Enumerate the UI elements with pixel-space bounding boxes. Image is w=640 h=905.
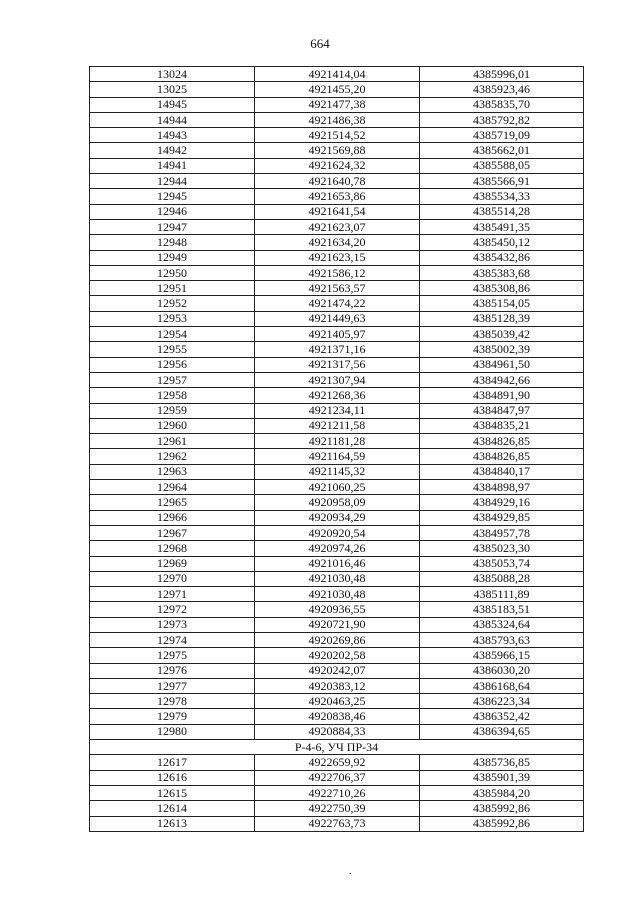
y-coordinate-cell: 4385308,86 <box>420 281 584 296</box>
table-row <box>90 235 584 250</box>
y-coordinate-cell: 4385792,82 <box>420 112 584 127</box>
section-header-row <box>90 740 584 755</box>
y-coordinate-cell: 4385039,42 <box>420 327 584 342</box>
point-number-cell: 12948 <box>90 235 255 250</box>
x-coordinate-cell: 4921623,07 <box>255 219 420 234</box>
table-row <box>90 311 584 326</box>
point-number-cell: 12978 <box>90 694 255 709</box>
point-number-cell: 12969 <box>90 556 255 571</box>
x-coordinate-cell: 4921653,86 <box>255 189 420 204</box>
x-coordinate-cell: 4921234,11 <box>255 403 420 418</box>
table-row <box>90 67 584 82</box>
table-row <box>90 174 584 189</box>
x-coordinate-cell: 4920934,29 <box>255 510 420 525</box>
y-coordinate-cell: 4385984,20 <box>420 785 584 800</box>
point-number-cell: 12965 <box>90 495 255 510</box>
table-row <box>90 694 584 709</box>
coordinates-table <box>89 66 584 832</box>
point-number-cell: 12961 <box>90 434 255 449</box>
table-row <box>90 785 584 800</box>
y-coordinate-cell: 4385128,39 <box>420 311 584 326</box>
x-coordinate-cell: 4921623,15 <box>255 250 420 265</box>
y-coordinate-cell: 4384826,85 <box>420 434 584 449</box>
y-coordinate-cell: 4384840,17 <box>420 464 584 479</box>
point-number-cell: 12614 <box>90 801 255 816</box>
point-number-cell: 12945 <box>90 189 255 204</box>
x-coordinate-cell: 4920202,58 <box>255 648 420 663</box>
y-coordinate-cell: 4384929,16 <box>420 495 584 510</box>
point-number-cell: 12954 <box>90 327 255 342</box>
y-coordinate-cell: 4385111,89 <box>420 587 584 602</box>
x-coordinate-cell: 4920920,54 <box>255 525 420 540</box>
table-row <box>90 556 584 571</box>
point-number-cell: 12976 <box>90 663 255 678</box>
point-number-cell: 12617 <box>90 755 255 770</box>
table-row <box>90 464 584 479</box>
y-coordinate-cell: 4385023,30 <box>420 541 584 556</box>
table-row <box>90 97 584 112</box>
x-coordinate-cell: 4921164,59 <box>255 449 420 464</box>
y-coordinate-cell: 4386030,20 <box>420 663 584 678</box>
y-coordinate-cell: 4385088,28 <box>420 571 584 586</box>
table-row <box>90 82 584 97</box>
point-number-cell: 14941 <box>90 158 255 173</box>
table-row <box>90 327 584 342</box>
x-coordinate-cell: 4921181,28 <box>255 434 420 449</box>
x-coordinate-cell: 4921474,22 <box>255 296 420 311</box>
y-coordinate-cell: 4385514,28 <box>420 204 584 219</box>
x-coordinate-cell: 4920958,09 <box>255 495 420 510</box>
y-coordinate-cell: 4385324,64 <box>420 617 584 632</box>
table-row <box>90 158 584 173</box>
table-row <box>90 449 584 464</box>
x-coordinate-cell: 4921371,16 <box>255 342 420 357</box>
point-number-cell: 12971 <box>90 587 255 602</box>
y-coordinate-cell: 4384929,85 <box>420 510 584 525</box>
section-label: Р-4-6, УЧ ПР-34 <box>90 740 584 755</box>
y-coordinate-cell: 4385966,15 <box>420 648 584 663</box>
y-coordinate-cell: 4385719,09 <box>420 128 584 143</box>
y-coordinate-cell: 4385736,85 <box>420 755 584 770</box>
table-row <box>90 510 584 525</box>
x-coordinate-cell: 4920721,90 <box>255 617 420 632</box>
point-number-cell: 12975 <box>90 648 255 663</box>
y-coordinate-cell: 4385491,35 <box>420 219 584 234</box>
point-number-cell: 12968 <box>90 541 255 556</box>
point-number-cell: 12947 <box>90 219 255 234</box>
x-coordinate-cell: 4921211,58 <box>255 418 420 433</box>
table-row <box>90 296 584 311</box>
y-coordinate-cell: 4386394,65 <box>420 724 584 739</box>
table-row <box>90 250 584 265</box>
point-number-cell: 12980 <box>90 724 255 739</box>
point-number-cell: 12973 <box>90 617 255 632</box>
point-number-cell: 12949 <box>90 250 255 265</box>
table-row <box>90 219 584 234</box>
table-row <box>90 663 584 678</box>
y-coordinate-cell: 4385383,68 <box>420 265 584 280</box>
x-coordinate-cell: 4920884,33 <box>255 724 420 739</box>
x-coordinate-cell: 4922763,73 <box>255 816 420 831</box>
x-coordinate-cell: 4921641,54 <box>255 204 420 219</box>
x-coordinate-cell: 4920974,26 <box>255 541 420 556</box>
table-row <box>90 418 584 433</box>
y-coordinate-cell: 4384942,66 <box>420 372 584 387</box>
point-number-cell: 12974 <box>90 632 255 647</box>
y-coordinate-cell: 4385662,01 <box>420 143 584 158</box>
y-coordinate-cell: 4384891,90 <box>420 388 584 403</box>
x-coordinate-cell: 4921477,38 <box>255 97 420 112</box>
table-row <box>90 143 584 158</box>
x-coordinate-cell: 4922706,37 <box>255 770 420 785</box>
point-number-cell: 12972 <box>90 602 255 617</box>
table-row <box>90 587 584 602</box>
x-coordinate-cell: 4921268,36 <box>255 388 420 403</box>
y-coordinate-cell: 4385992,86 <box>420 816 584 831</box>
y-coordinate-cell: 4385450,12 <box>420 235 584 250</box>
x-coordinate-cell: 4920463,25 <box>255 694 420 709</box>
y-coordinate-cell: 4385183,51 <box>420 602 584 617</box>
y-coordinate-cell: 4384898,97 <box>420 480 584 495</box>
point-number-cell: 12956 <box>90 357 255 372</box>
y-coordinate-cell: 4384957,78 <box>420 525 584 540</box>
x-coordinate-cell: 4921449,63 <box>255 311 420 326</box>
table-row <box>90 648 584 663</box>
point-number-cell: 12955 <box>90 342 255 357</box>
table-row <box>90 480 584 495</box>
table-row <box>90 189 584 204</box>
x-coordinate-cell: 4920383,12 <box>255 678 420 693</box>
y-coordinate-cell: 4385002,39 <box>420 342 584 357</box>
y-coordinate-cell: 4384835,21 <box>420 418 584 433</box>
point-number-cell: 12616 <box>90 770 255 785</box>
table-row <box>90 724 584 739</box>
table-row <box>90 602 584 617</box>
table-row <box>90 709 584 724</box>
table-row <box>90 816 584 831</box>
x-coordinate-cell: 4920269,86 <box>255 632 420 647</box>
table-row <box>90 632 584 647</box>
y-coordinate-cell: 4385566,91 <box>420 174 584 189</box>
page-number: 664 <box>310 36 330 51</box>
point-number-cell: 12960 <box>90 418 255 433</box>
table-row <box>90 525 584 540</box>
table-row <box>90 204 584 219</box>
y-coordinate-cell: 4385154,05 <box>420 296 584 311</box>
y-coordinate-cell: 4385534,33 <box>420 189 584 204</box>
x-coordinate-cell: 4921486,38 <box>255 112 420 127</box>
table-row <box>90 403 584 418</box>
y-coordinate-cell: 4385901,39 <box>420 770 584 785</box>
point-number-cell: 12613 <box>90 816 255 831</box>
x-coordinate-cell: 4921563,57 <box>255 281 420 296</box>
x-coordinate-cell: 4920242,07 <box>255 663 420 678</box>
table-row <box>90 265 584 280</box>
x-coordinate-cell: 4920936,55 <box>255 602 420 617</box>
x-coordinate-cell: 4922750,39 <box>255 801 420 816</box>
x-coordinate-cell: 4921569,88 <box>255 143 420 158</box>
y-coordinate-cell: 4385053,74 <box>420 556 584 571</box>
x-coordinate-cell: 4922659,92 <box>255 755 420 770</box>
table-row <box>90 281 584 296</box>
point-number-cell: 12944 <box>90 174 255 189</box>
point-number-cell: 12967 <box>90 525 255 540</box>
point-number-cell: 12615 <box>90 785 255 800</box>
y-coordinate-cell: 4385923,46 <box>420 82 584 97</box>
point-number-cell: 12959 <box>90 403 255 418</box>
table-row <box>90 770 584 785</box>
table-row <box>90 342 584 357</box>
y-coordinate-cell: 4384847,97 <box>420 403 584 418</box>
point-number-cell: 14944 <box>90 112 255 127</box>
y-coordinate-cell: 4384826,85 <box>420 449 584 464</box>
y-coordinate-cell: 4385793,63 <box>420 632 584 647</box>
x-coordinate-cell: 4921060,25 <box>255 480 420 495</box>
table-row <box>90 571 584 586</box>
x-coordinate-cell: 4921317,56 <box>255 357 420 372</box>
y-coordinate-cell: 4385835,70 <box>420 97 584 112</box>
x-coordinate-cell: 4921640,78 <box>255 174 420 189</box>
x-coordinate-cell: 4921514,52 <box>255 128 420 143</box>
point-number-cell: 12966 <box>90 510 255 525</box>
y-coordinate-cell: 4385432,86 <box>420 250 584 265</box>
x-coordinate-cell: 4921030,48 <box>255 587 420 602</box>
table-row <box>90 801 584 816</box>
point-number-cell: 12951 <box>90 281 255 296</box>
x-coordinate-cell: 4922710,26 <box>255 785 420 800</box>
x-coordinate-cell: 4921586,12 <box>255 265 420 280</box>
point-number-cell: 12977 <box>90 678 255 693</box>
point-number-cell: 13024 <box>90 67 255 82</box>
coordinates-table-body <box>90 67 584 832</box>
point-number-cell: 12963 <box>90 464 255 479</box>
x-coordinate-cell: 4921414,04 <box>255 67 420 82</box>
y-coordinate-cell: 4385996,01 <box>420 67 584 82</box>
point-number-cell: 12953 <box>90 311 255 326</box>
y-coordinate-cell: 4385992,86 <box>420 801 584 816</box>
point-number-cell: 12964 <box>90 480 255 495</box>
x-coordinate-cell: 4921030,48 <box>255 571 420 586</box>
y-coordinate-cell: 4386223,34 <box>420 694 584 709</box>
point-number-cell: 12979 <box>90 709 255 724</box>
footer-mark: . <box>349 866 352 877</box>
point-number-cell: 12958 <box>90 388 255 403</box>
x-coordinate-cell: 4920838,46 <box>255 709 420 724</box>
point-number-cell: 14943 <box>90 128 255 143</box>
y-coordinate-cell: 4386352,42 <box>420 709 584 724</box>
point-number-cell: 12957 <box>90 372 255 387</box>
x-coordinate-cell: 4921624,32 <box>255 158 420 173</box>
point-number-cell: 14945 <box>90 97 255 112</box>
table-row <box>90 678 584 693</box>
x-coordinate-cell: 4921307,94 <box>255 372 420 387</box>
y-coordinate-cell: 4384961,50 <box>420 357 584 372</box>
point-number-cell: 13025 <box>90 82 255 97</box>
point-number-cell: 12970 <box>90 571 255 586</box>
table-row <box>90 357 584 372</box>
point-number-cell: 12946 <box>90 204 255 219</box>
x-coordinate-cell: 4921405,97 <box>255 327 420 342</box>
y-coordinate-cell: 4386168,64 <box>420 678 584 693</box>
table-row <box>90 112 584 127</box>
x-coordinate-cell: 4921455,20 <box>255 82 420 97</box>
point-number-cell: 12950 <box>90 265 255 280</box>
table-row <box>90 128 584 143</box>
x-coordinate-cell: 4921145,32 <box>255 464 420 479</box>
table-row <box>90 388 584 403</box>
point-number-cell: 14942 <box>90 143 255 158</box>
x-coordinate-cell: 4921016,46 <box>255 556 420 571</box>
table-row <box>90 372 584 387</box>
table-row <box>90 617 584 632</box>
table-row <box>90 541 584 556</box>
table-row <box>90 434 584 449</box>
point-number-cell: 12962 <box>90 449 255 464</box>
table-row <box>90 495 584 510</box>
point-number-cell: 12952 <box>90 296 255 311</box>
x-coordinate-cell: 4921634,20 <box>255 235 420 250</box>
table-row <box>90 755 584 770</box>
y-coordinate-cell: 4385588,05 <box>420 158 584 173</box>
